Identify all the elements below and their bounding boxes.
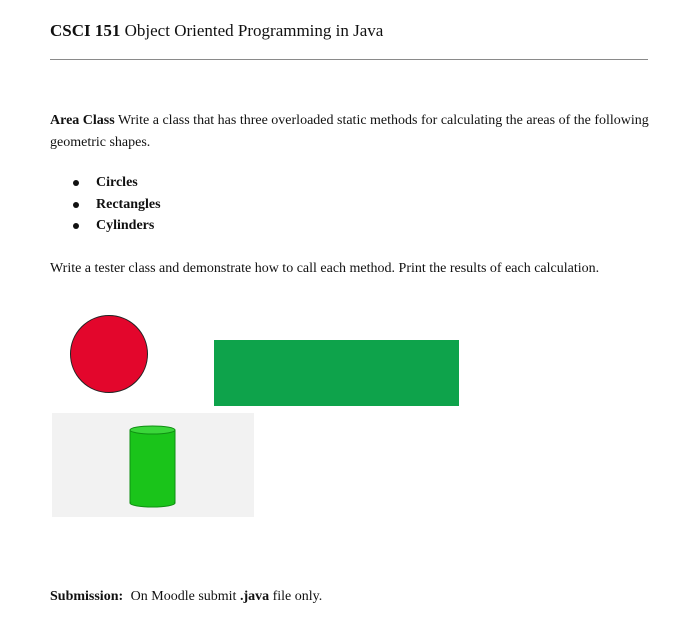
submission-note: [50, 586, 322, 608]
list-item-label: Circles: [96, 175, 138, 190]
document-header: [50, 20, 383, 42]
tester-instruction: Write a tester class and demonstrate how to call each method. Print the results of each calculation.: [50, 261, 600, 276]
submission-text-after: file only.: [272, 589, 323, 604]
submission-label: Submission:: [50, 589, 124, 604]
assignment-description: [50, 110, 650, 154]
cylinder-illustration: [52, 413, 254, 517]
bullet-icon: [73, 180, 79, 186]
cylinder-panel: [52, 413, 254, 517]
assignment-title: Area Class: [50, 113, 115, 128]
circle-illustration: [70, 315, 148, 393]
course-code: CSCI 151: [50, 21, 121, 40]
bullet-icon: [73, 202, 79, 208]
header-divider: [50, 59, 648, 60]
list-item: [50, 215, 161, 237]
list-item: [50, 172, 161, 194]
rectangle-illustration: [214, 340, 459, 406]
submission-extension: .java: [239, 589, 270, 604]
shape-list: [50, 172, 161, 237]
list-item-label: Cylinders: [96, 218, 155, 233]
list-item: [50, 194, 161, 216]
list-item-label: Rectangles: [96, 196, 161, 212]
bullet-icon: [73, 223, 79, 229]
course-title: Object Oriented Programming in Java: [124, 21, 384, 40]
assignment-text: Write a class that has three overloaded static methods for calculating the areas of the following geometric shapes.: [50, 113, 649, 150]
submission-text-before: On Moodle submit: [130, 589, 237, 604]
